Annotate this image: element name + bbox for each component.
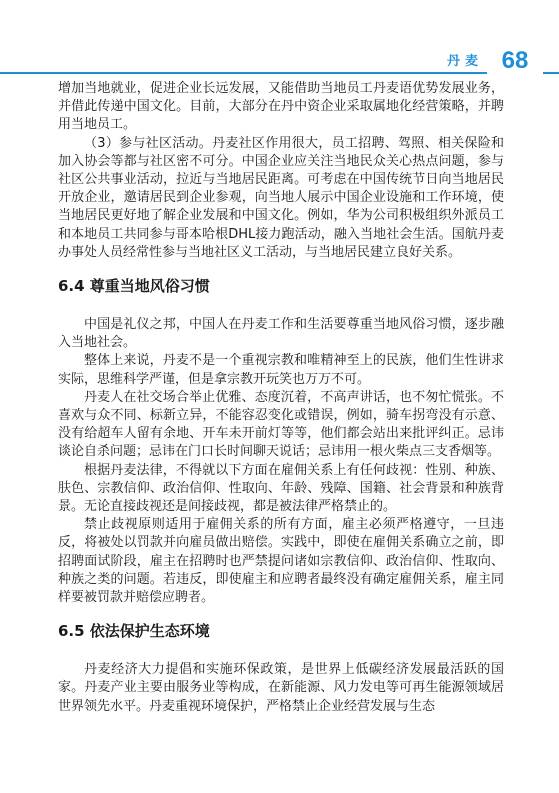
paragraph: 禁止歧视原则适用于雇佣关系的所有方面，雇主必须严格遵守，一旦违反，将被处以罚款并向雇员做出赔偿。实践中，即使在雇佣关系确立之前，即招聘面试阶段，雇主在招聘时也严禁提问诸如宗教信仰、政治信仰、性取向、种族之类的问题。若违反，即使雇主和应聘者最终没有确定雇佣关系，雇主同样要被罚款并赔偿应聘者。 bbox=[58, 517, 504, 606]
page-header bbox=[0, 44, 559, 78]
header-rule bbox=[0, 72, 559, 74]
paragraph: （3）参与社区活动。丹麦社区作用很大，员工招聘、驾照、相关保险和加入协会等都与社区密不可分。中国企业应关注当地民众关心热点问题，参与社区公共事业活动，拉近与当地居民距离。可考虑在中国传统节日向当地居民开放企业，邀请居民到企业参观，向当地人展示中国企业设施和工作环境，使当地居民更好地了解企业发展和中国文化。例如，华为公司积极组织外派员工和本地员工共同参与哥本哈根DHL接力跑活动，融入当地社会生活。国航丹麦办事处人员经常性参与当地社区义工活动，与当地居民建立良好关系。 bbox=[58, 135, 504, 260]
paragraph: 丹麦经济大力提倡和实施环保政策，是世界上低碳经济发展最活跃的国家。丹麦产业主要由服务业等构成，在新能源、风力发电等可再生能源领域居世界领先水平。丹麦重视环境保护，严格禁止企业经营发展与生态 bbox=[58, 662, 504, 714]
running-title: 丹麦 bbox=[446, 54, 483, 69]
paragraph: 增加当地就业，促进企业长远发展，又能借助当地员工丹麦语优势发展业务，并借此传递中国文化。目前，大部分在丹中资企业采取属地化经营策略，并聘用当地员工。 bbox=[58, 81, 504, 133]
paragraph: 中国是礼仪之邦，中国人在丹麦工作和生活要尊重当地风俗习惯，逐步融入当地社会。 bbox=[58, 317, 504, 351]
page-number: 68 bbox=[501, 47, 529, 74]
paragraph: 整体上来说，丹麦不是一个重视宗教和唯精神至上的民族，他们生性讲求实际，思维科学严谨，但是拿宗教开玩笑也万万不可。 bbox=[58, 353, 504, 387]
paragraph: 根据丹麦法律，不得就以下方面在雇佣关系上有任何歧视：性别、种族、肤色、宗教信仰、政治信仰、性取向、年龄、残障、国籍、社会背景和种族背景。无论直接歧视还是间接歧视，都是被法律严格禁止的。 bbox=[58, 462, 504, 515]
section-heading-6-5: 6.5 依法保护生态环境 bbox=[58, 622, 210, 641]
paragraph: 丹麦人在社交场合举止优雅、态度沉着，不高声讲话，也不匆忙慌张。不喜欢与众不同、标新立异，不能容忍变化或错误，例如，骑车拐弯没有示意、没有给超车人留有余地、开车未开前灯等等，他们都会站出来批评纠正。忌讳谈论自杀问题；忌讳在门口长时间聊天说话；忌讳用一根火柴点三支香烟等。 bbox=[58, 389, 504, 460]
section-heading-6-4: 6.4 尊重当地风俗习惯 bbox=[58, 277, 210, 296]
page-number-box bbox=[487, 44, 543, 78]
page-body bbox=[58, 80, 504, 716]
